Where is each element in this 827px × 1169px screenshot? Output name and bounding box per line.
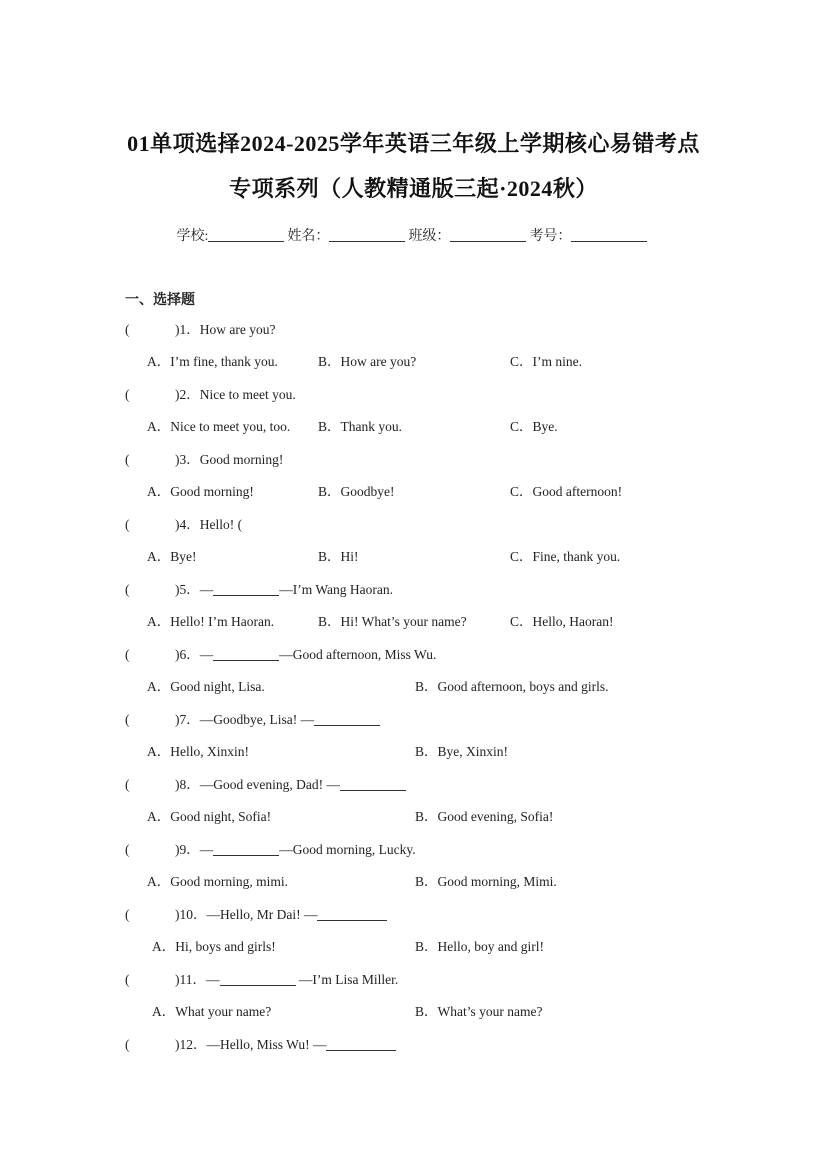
question-text-after: —I’m Wang Haoran. <box>279 582 394 597</box>
option-b[interactable]: B．Hi! What’s your name? <box>318 614 467 629</box>
student-info-row <box>0 225 827 245</box>
question-12 <box>125 1033 396 1053</box>
answer-bracket[interactable]: ( <box>125 712 130 727</box>
option-b[interactable]: B．What’s your name? <box>415 1004 543 1019</box>
option-a[interactable]: A．What your name? <box>152 1004 272 1019</box>
exam-number-blank[interactable] <box>571 227 647 242</box>
answer-blank[interactable] <box>326 1037 396 1051</box>
answer-bracket[interactable]: ( <box>125 517 130 532</box>
option-b[interactable]: B．Bye, Xinxin! <box>415 744 508 759</box>
option-a[interactable]: A．Hi, boys and girls! <box>152 939 276 954</box>
question-5 <box>125 578 393 598</box>
name-label: 姓名： <box>287 229 330 244</box>
class-blank[interactable] <box>450 227 526 242</box>
option-a[interactable]: A．Good morning, mimi. <box>147 874 288 889</box>
option-a[interactable]: A．Good morning! <box>147 484 254 499</box>
question-10 <box>125 903 387 923</box>
option-a[interactable]: A．Nice to meet you, too. <box>147 419 291 434</box>
question-text: )11．— <box>175 972 220 987</box>
option-a[interactable]: A．Good night, Sofia! <box>147 809 272 824</box>
answer-bracket[interactable]: ( <box>125 452 130 467</box>
answer-blank[interactable] <box>220 972 296 986</box>
question-text: )4．Hello! ( <box>175 517 243 532</box>
answer-blank[interactable] <box>314 712 380 726</box>
question-text: )5．— <box>175 582 214 597</box>
option-b[interactable]: B．Hello, boy and girl! <box>415 939 544 954</box>
option-b[interactable]: B．Hi! <box>318 549 359 564</box>
answer-blank[interactable] <box>340 777 406 791</box>
question-text: )2．Nice to meet you. <box>175 387 296 402</box>
question-text: )10．—Hello, Mr Dai! — <box>175 907 318 922</box>
option-a[interactable]: A．Hello, Xinxin! <box>147 744 249 759</box>
answer-blank[interactable] <box>213 582 279 596</box>
question-text: )6．— <box>175 647 214 662</box>
option-b[interactable]: B．Goodbye! <box>318 484 395 499</box>
answer-bracket[interactable]: ( <box>125 777 130 792</box>
option-b[interactable]: B．Good afternoon, boys and girls. <box>415 679 609 694</box>
option-b[interactable]: B．Thank you. <box>318 419 402 434</box>
answer-bracket[interactable]: ( <box>125 647 130 662</box>
option-b[interactable]: B．Good morning, Mimi. <box>415 874 557 889</box>
option-c[interactable]: C．I’m nine. <box>510 354 582 369</box>
exam-number-label: 考号： <box>529 229 572 244</box>
question-8 <box>125 773 406 793</box>
answer-blank[interactable] <box>213 842 279 856</box>
option-c[interactable]: C．Fine, thank you. <box>510 549 621 564</box>
page-title-line2: 专项系列（人教精通版三起·2024秋） <box>229 176 598 201</box>
option-c[interactable]: C．Good afternoon! <box>510 484 623 499</box>
answer-bracket[interactable]: ( <box>125 1037 130 1052</box>
question-text-after: —I’m Lisa Miller. <box>295 972 399 987</box>
question-text: )12．—Hello, Miss Wu! — <box>175 1037 327 1052</box>
page-title-line1: 01单项选择2024-2025学年英语三年级上学期核心易错考点 <box>127 131 700 156</box>
option-b[interactable]: B．How are you? <box>318 354 417 369</box>
class-label: 班级： <box>408 229 451 244</box>
name-blank[interactable] <box>329 227 405 242</box>
section-title: 一、选择题 <box>125 293 195 308</box>
option-a[interactable]: A．Good night, Lisa. <box>147 679 265 694</box>
answer-bracket[interactable]: ( <box>125 972 130 987</box>
question-text-after: —Good afternoon, Miss Wu. <box>279 647 437 662</box>
answer-blank[interactable] <box>317 907 387 921</box>
answer-bracket[interactable]: ( <box>125 387 130 402</box>
school-label: 学校: <box>176 229 209 244</box>
question-11 <box>125 968 398 988</box>
answer-blank[interactable] <box>213 647 279 661</box>
question-7 <box>125 708 380 728</box>
school-blank[interactable] <box>208 227 284 242</box>
question-text: )1．How are you? <box>175 322 276 337</box>
option-b[interactable]: B．Good evening, Sofia! <box>415 809 554 824</box>
option-c[interactable]: C．Hello, Haoran! <box>510 614 614 629</box>
option-c[interactable]: C．Bye. <box>510 419 558 434</box>
question-text-after: —Good morning, Lucky. <box>279 842 416 857</box>
question-2 <box>125 383 296 403</box>
question-4 <box>125 513 242 533</box>
question-text: )3．Good morning! <box>175 452 284 467</box>
question-text: )7．—Goodbye, Lisa! — <box>175 712 315 727</box>
option-a[interactable]: A．Bye! <box>147 549 197 564</box>
answer-bracket[interactable]: ( <box>125 907 130 922</box>
question-3 <box>125 448 283 468</box>
option-a[interactable]: A．I’m fine, thank you. <box>147 354 278 369</box>
question-6 <box>125 643 436 663</box>
question-text: )8．—Good evening, Dad! — <box>175 777 340 792</box>
answer-bracket[interactable]: ( <box>125 322 130 337</box>
option-a[interactable]: A．Hello! I’m Haoran. <box>147 614 275 629</box>
answer-bracket[interactable]: ( <box>125 582 130 597</box>
question-9 <box>125 838 416 858</box>
answer-bracket[interactable]: ( <box>125 842 130 857</box>
question-text: )9．— <box>175 842 214 857</box>
question-1 <box>125 318 275 338</box>
